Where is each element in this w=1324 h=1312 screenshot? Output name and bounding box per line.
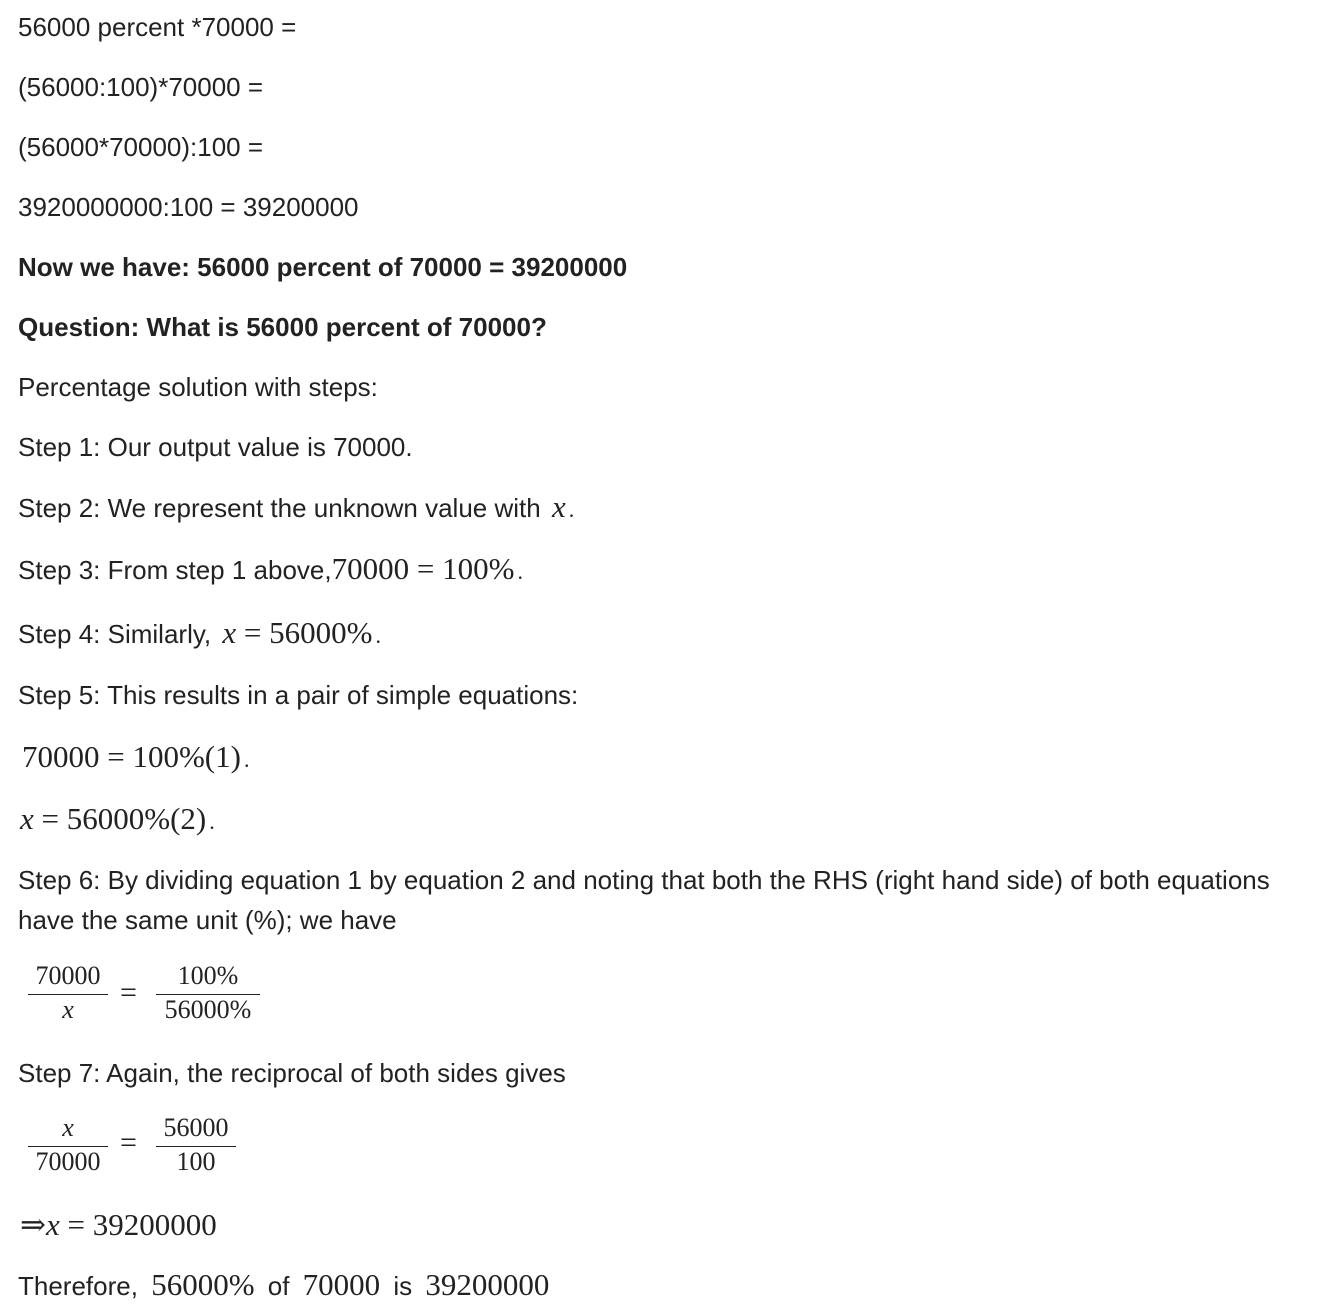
conclusion xyxy=(18,1267,550,1302)
equation-1-period: . xyxy=(243,747,250,772)
fraction-2-left-numerator: x xyxy=(62,1113,74,1142)
step-4-variable: x xyxy=(222,615,237,650)
fraction-2-left xyxy=(28,1114,108,1178)
fraction-1-right-denominator: 56000% xyxy=(164,995,252,1024)
fraction-2-right-denominator: 100 xyxy=(176,1147,216,1176)
implies-line xyxy=(20,1207,217,1242)
step-5: Step 5: This results in a pair of simple equations: xyxy=(18,680,579,710)
step-3 xyxy=(18,551,523,587)
step-3-text: Step 3: From step 1 above, xyxy=(18,555,332,585)
implies-variable: x xyxy=(45,1207,60,1242)
fraction-1-equals: = xyxy=(120,976,137,1009)
equation-2 xyxy=(20,801,215,837)
question-heading: Question: What is 56000 percent of 70000? xyxy=(18,312,547,342)
step-3-period: . xyxy=(517,559,523,584)
equation-1-text: 70000 = 100%(1) xyxy=(22,739,241,774)
implies-result: = 39200000 xyxy=(59,1207,217,1242)
step-4-equation: = 56000% xyxy=(236,615,373,650)
result-statement: Now we have: 56000 percent of 70000 = 39200000 xyxy=(18,252,628,282)
fraction-1-left-numerator: 70000 xyxy=(35,961,101,990)
step-2-text: Step 2: We represent the unknown value with xyxy=(18,493,541,523)
step-4 xyxy=(18,615,381,651)
equation-2-text: = 56000%(2) xyxy=(33,801,207,836)
fraction-2-equals: = xyxy=(120,1126,137,1159)
fraction-2-right xyxy=(156,1114,236,1178)
step-4-text: Step 4: Similarly, xyxy=(18,619,212,649)
calc-line-1: 56000 percent *70000 = xyxy=(18,12,297,42)
calc-line-3: (56000*70000):100 = xyxy=(18,132,264,162)
step-7: Step 7: Again, the reciprocal of both sides gives xyxy=(18,1058,566,1088)
implies-arrow-icon: ⇒ xyxy=(20,1207,46,1242)
calc-line-4: 3920000000:100 = 39200000 xyxy=(18,192,359,222)
conclusion-result: 39200000 xyxy=(425,1267,550,1302)
step-2-period: . xyxy=(568,497,575,522)
solution-heading: Percentage solution with steps: xyxy=(18,372,378,402)
step-1: Step 1: Our output value is 70000. xyxy=(18,432,413,462)
conclusion-of: of xyxy=(267,1271,290,1301)
equation-2-variable: x xyxy=(20,801,34,836)
conclusion-is: is xyxy=(393,1271,413,1301)
equation-2-period: . xyxy=(209,809,215,834)
conclusion-percent: 56000% xyxy=(151,1267,255,1302)
step-4-period: . xyxy=(375,623,381,648)
step-2-variable: x xyxy=(551,489,566,524)
conclusion-label: Therefore, xyxy=(18,1271,138,1301)
fraction-1-left xyxy=(28,962,108,1026)
fraction-1-right xyxy=(156,962,260,1026)
conclusion-base: 70000 xyxy=(302,1267,381,1302)
fraction-1-right-numerator: 100% xyxy=(177,961,239,990)
calc-line-2: (56000:100)*70000 = xyxy=(18,72,264,102)
fraction-2-right-numerator: 56000 xyxy=(163,1113,229,1142)
step-3-equation: 70000 = 100% xyxy=(331,551,515,586)
equation-1 xyxy=(22,739,250,775)
fraction-2-left-denominator: 70000 xyxy=(35,1147,101,1176)
step-6: Step 6: By dividing equation 1 by equation 2 and noting that both the RHS (right hand side) of both equations have the same unit (%); we have xyxy=(18,865,1270,935)
fraction-1-left-denominator: x xyxy=(62,995,74,1024)
step-2 xyxy=(18,489,575,525)
